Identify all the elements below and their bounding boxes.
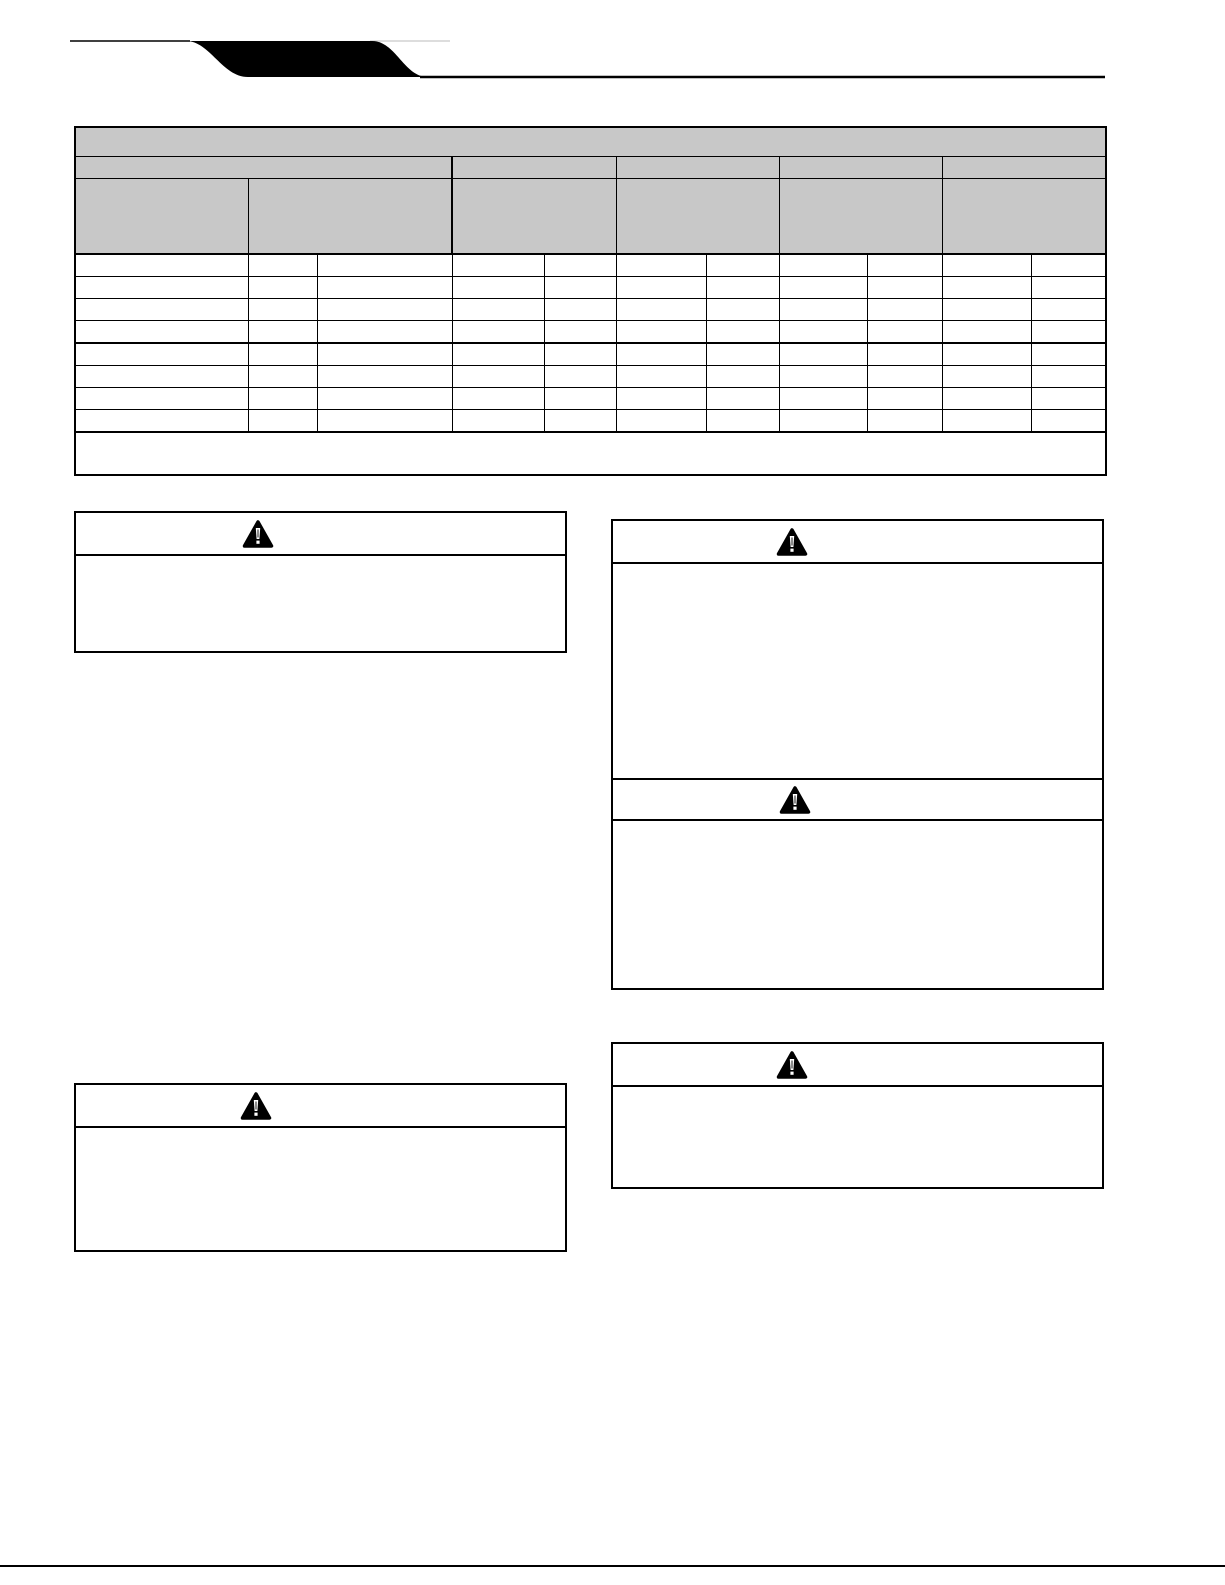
warning-header [613, 1044, 1102, 1087]
table-cell [317, 299, 452, 321]
table-cell [317, 343, 452, 366]
table-cell [942, 299, 1031, 321]
warning-triangle-icon [242, 519, 274, 549]
table-footnote-row [75, 432, 1106, 475]
table-cell [544, 254, 616, 277]
table-title-row [75, 127, 1106, 157]
table-cell [317, 277, 452, 299]
table-cell [616, 254, 706, 277]
spec-table [74, 126, 1107, 476]
table-group-header-row [75, 157, 1106, 179]
table-cell [867, 254, 942, 277]
table-cell [779, 410, 867, 433]
table-cell [317, 254, 452, 277]
warning-header [76, 1085, 565, 1128]
header-tab-shape [186, 41, 428, 77]
table-cell [942, 277, 1031, 299]
table-cell [616, 343, 706, 366]
table-cell [248, 254, 317, 277]
table-cell [75, 366, 248, 388]
table-cell [779, 343, 867, 366]
table-column-header-cell [942, 179, 1106, 255]
warning-header [613, 521, 1102, 564]
table-cell [75, 410, 248, 433]
table-group-header-cell [75, 157, 452, 179]
table-row [75, 388, 1106, 410]
table-cell [779, 388, 867, 410]
table-cell [942, 388, 1031, 410]
table-cell [867, 343, 942, 366]
table-cell [706, 299, 779, 321]
table-cell [248, 388, 317, 410]
table-cell [779, 277, 867, 299]
table-group-header-cell [942, 157, 1106, 179]
warning-box [74, 511, 567, 653]
table-cell [942, 343, 1031, 366]
table-group-header-cell [616, 157, 779, 179]
table-cell [779, 366, 867, 388]
table-column-header-cell [248, 179, 452, 255]
table-cell [452, 388, 544, 410]
table-cell [248, 343, 317, 366]
table-cell [867, 299, 942, 321]
table-cell [706, 254, 779, 277]
table-cell [867, 410, 942, 433]
table-cell [248, 299, 317, 321]
table-cell [867, 277, 942, 299]
table-cell [706, 366, 779, 388]
table-group-header-cell [779, 157, 942, 179]
warning-triangle-icon [240, 1091, 272, 1121]
table-cell [779, 299, 867, 321]
table-cell [452, 410, 544, 433]
warning-body [613, 564, 1102, 778]
warning-triangle-icon [776, 1050, 808, 1080]
warning-triangle-icon [779, 785, 811, 815]
table-cell [867, 321, 942, 344]
table-cell [616, 366, 706, 388]
table-cell [452, 254, 544, 277]
warning-header [613, 778, 1102, 821]
table-group-header-cell [452, 157, 616, 179]
table-cell [248, 277, 317, 299]
table-cell [779, 321, 867, 344]
table-cell [1031, 343, 1106, 366]
table-cell [544, 277, 616, 299]
table-row [75, 366, 1106, 388]
warning-box [74, 1083, 567, 1252]
table-cell [1031, 321, 1106, 344]
table-column-header-row [75, 179, 1106, 255]
warning-header [76, 513, 565, 556]
table-cell [779, 254, 867, 277]
table-column-header-cell [75, 179, 248, 255]
table-cell [616, 388, 706, 410]
page-footer-rule [0, 1556, 1225, 1576]
table-row [75, 254, 1106, 277]
table-cell [75, 388, 248, 410]
table-cell [706, 388, 779, 410]
table-cell [248, 321, 317, 344]
table-cell [706, 277, 779, 299]
table-cell [317, 388, 452, 410]
table-cell [452, 299, 544, 321]
table-cell [544, 366, 616, 388]
table-column-header-cell [452, 179, 616, 255]
table-cell [248, 366, 317, 388]
table-cell [942, 254, 1031, 277]
table-cell [867, 366, 942, 388]
table-cell [1031, 410, 1106, 433]
table-cell [544, 321, 616, 344]
table-footnote-cell [75, 432, 1106, 475]
table-cell [706, 321, 779, 344]
table-cell [942, 366, 1031, 388]
table-cell [616, 410, 706, 433]
warning-triangle-icon [776, 527, 808, 557]
table-cell [75, 321, 248, 344]
table-cell [452, 321, 544, 344]
table-cell [1031, 388, 1106, 410]
table-row [75, 343, 1106, 366]
table-cell [248, 410, 317, 433]
table-cell [867, 388, 942, 410]
table-cell [317, 321, 452, 344]
table-cell [75, 299, 248, 321]
table-cell [452, 343, 544, 366]
table-cell [544, 410, 616, 433]
table-cell [706, 410, 779, 433]
table-cell [544, 388, 616, 410]
table-cell [317, 410, 452, 433]
table-row [75, 299, 1106, 321]
table-cell [452, 366, 544, 388]
warning-box [611, 1042, 1104, 1189]
table-row [75, 321, 1106, 344]
table-cell [544, 343, 616, 366]
table-cell [75, 277, 248, 299]
table-cell [1031, 254, 1106, 277]
page-header-tab [0, 0, 1225, 90]
table-cell [1031, 366, 1106, 388]
table-cell [75, 254, 248, 277]
table-cell [706, 343, 779, 366]
table-cell [452, 277, 544, 299]
table-cell [942, 410, 1031, 433]
table-row [75, 277, 1106, 299]
table-title-cell [75, 127, 1106, 157]
table-cell [544, 299, 616, 321]
table-cell [942, 321, 1031, 344]
warning-box [611, 519, 1104, 990]
table-cell [317, 366, 452, 388]
table-cell [616, 321, 706, 344]
table-cell [1031, 277, 1106, 299]
table-cell [616, 299, 706, 321]
table-cell [1031, 299, 1106, 321]
table-row [75, 410, 1106, 433]
table-column-header-cell [779, 179, 942, 255]
table-cell [75, 343, 248, 366]
table-column-header-cell [616, 179, 779, 255]
table-cell [616, 277, 706, 299]
